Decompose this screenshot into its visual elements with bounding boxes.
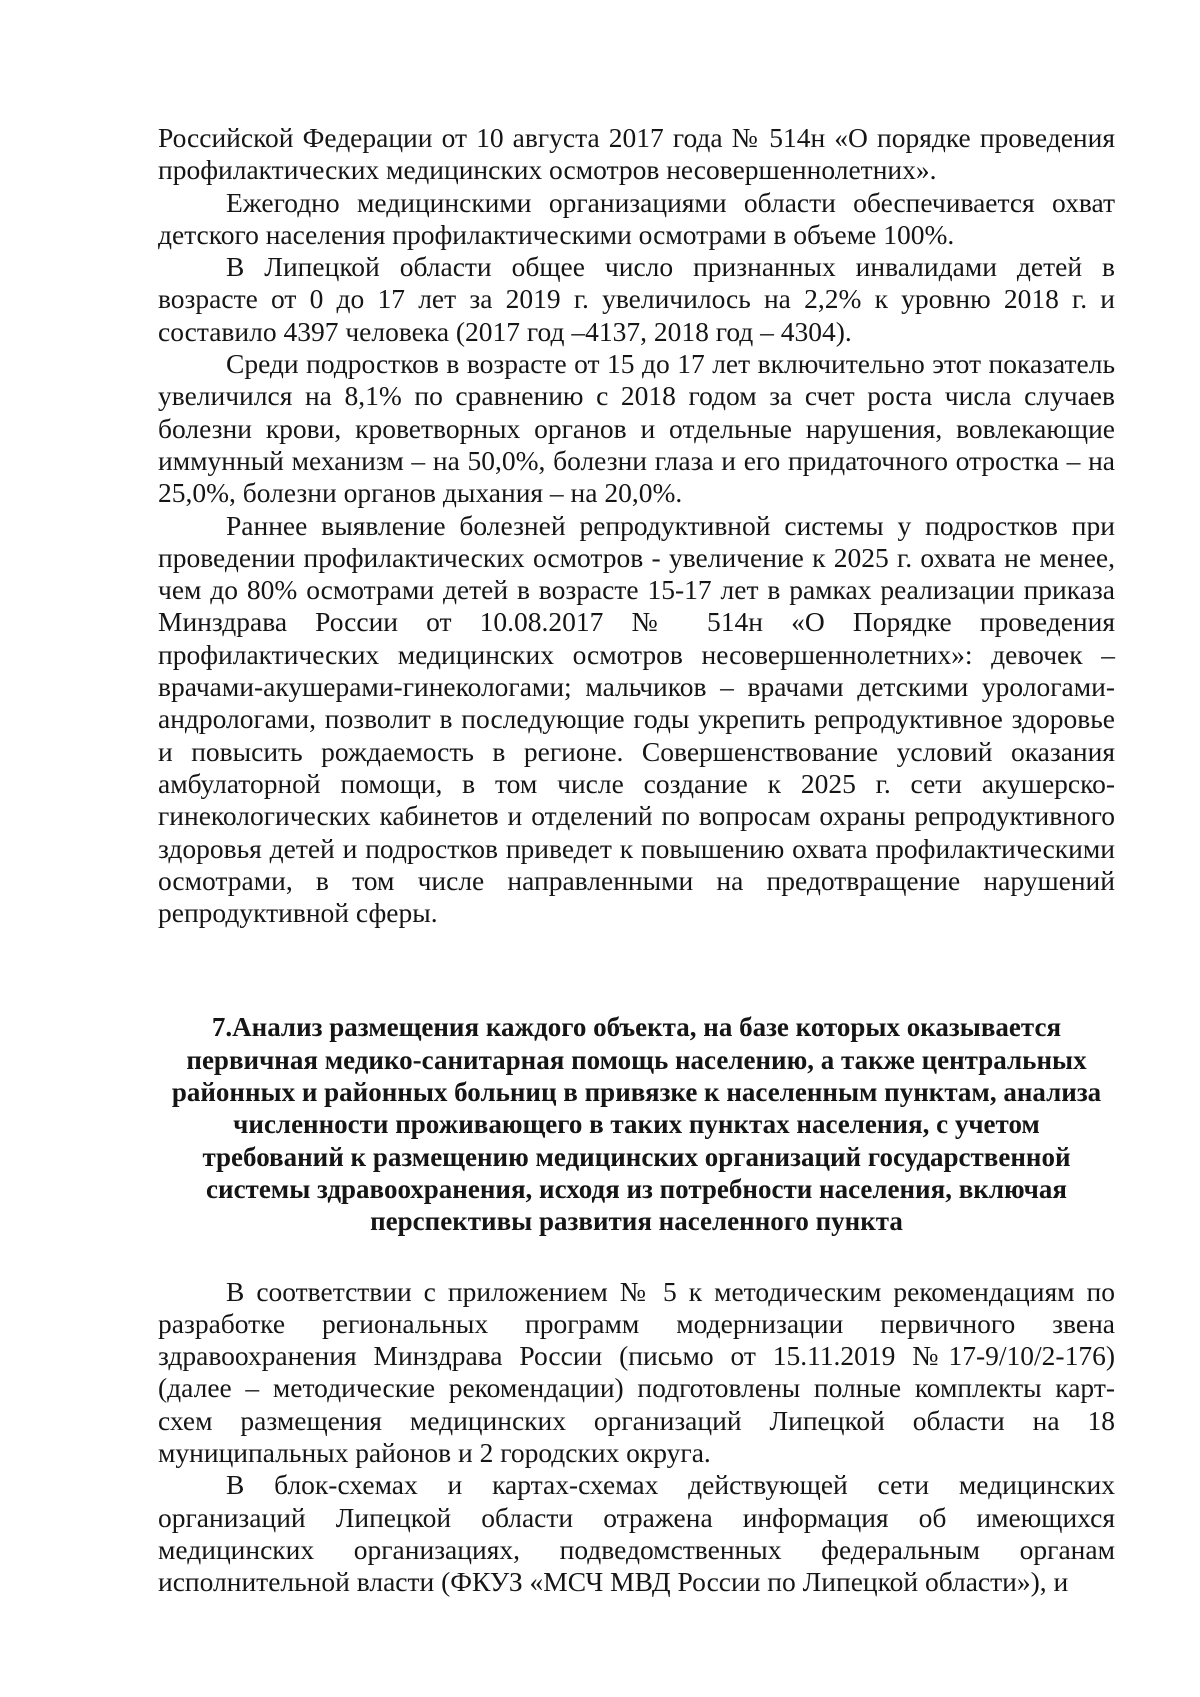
paragraph-disabled-children: В Липецкой области общее число признанных инвалидами детей в возрасте от 0 до 17 лет за 2019 г. увеличилось на 2,2% к уровню 2018 г. и составило 4397 человека (2017 год –4137, 2018 год – 4304). [158, 251, 1115, 347]
paragraph-annual-coverage: Ежегодно медицинскими организациями области обеспечивается охват детского населения профилактическими осмотрами в объеме 100%. [158, 186, 1115, 250]
paragraph-adolescents: Среди подростков в возрасте от 15 до 17 лет включительно этот показатель увеличился на 8,1% по сравнению с 2018 годом за счет роста числа случаев болезни крови, кроветворных органов и отдельные нарушения, вовлекающие иммунный механизм – на 50,0%, болезни глаза и его придаточного отростка – на 25,0%, болезни органов дыхания – на 20,0%. [158, 348, 1115, 509]
paragraph-reproductive-health: Раннее выявление болезней репродуктивной системы у подростков при проведении профилактических осмотров - увеличение к 2025 г. охвата не менее, чем до 80% осмотрами детей в возрасте 15-17 лет в рамках реализации приказа Минздрава России от 10.08.2017 № 514н «О Порядке проведения профилактических медицинских осмотров несовершеннолетних»: девочек – врачами-акушерами-гинекологами; мальчиков – врачами детскими урологами-андрологами, позволит в последующие годы укрепить репродуктивное здоровье и повысить рождаемость в регионе. Совершенствование условий оказания амбулаторной помощи, в том числе создание к 2025 г. сети акушерско-гинекологических кабинетов и отделений по вопросам охраны репродуктивного здоровья детей и подростков приведет к повышению охвата профилактическими осмотрами, в том числе направленными на предотвращение нарушений репродуктивной сферы. [158, 509, 1115, 929]
document-body [158, 122, 1115, 1598]
paragraph-block-schemes: В блок-схемах и картах-схемах действующей сети медицинских организаций Липецкой области отражена информация об имеющихся медицинских организациях, подведомственных федеральным органам исполнительной власти (ФКУЗ «МСЧ МВД России по Липецкой области»), и [158, 1469, 1115, 1598]
paragraph-order-reference: Российской Федерации от 10 августа 2017 года № 514н «О порядке проведения профилактических медицинских осмотров несовершеннолетних». [158, 122, 1115, 186]
section-heading: 7.Анализ размещения каждого объекта, на базе которых оказывается первичная медико-санитарная помощь населению, а также центральных районных и районных больниц в привязке к населенным пунктам, анализа численности проживающего в таких пунктах населения, с учетом требований к размещению медицинских организаций государственной системы здравоохранения, исходя из потребности населения, включая перспективы развития населенного пункта [171, 1012, 1102, 1237]
paragraph-methodical-recommendations: В соответствии с приложением № 5 к методическим рекомендациям по разработке региональных программ модернизации первичного звена здравоохранения Минздрава России (письмо от 15.11.2019 №17-9/10/2-176) (далее – методические рекомендации) подготовлены полные комплекты карт-схем размещения медицинских организаций Липецкой области на 18 муниципальных районов и 2 городских округа. [158, 1275, 1115, 1468]
